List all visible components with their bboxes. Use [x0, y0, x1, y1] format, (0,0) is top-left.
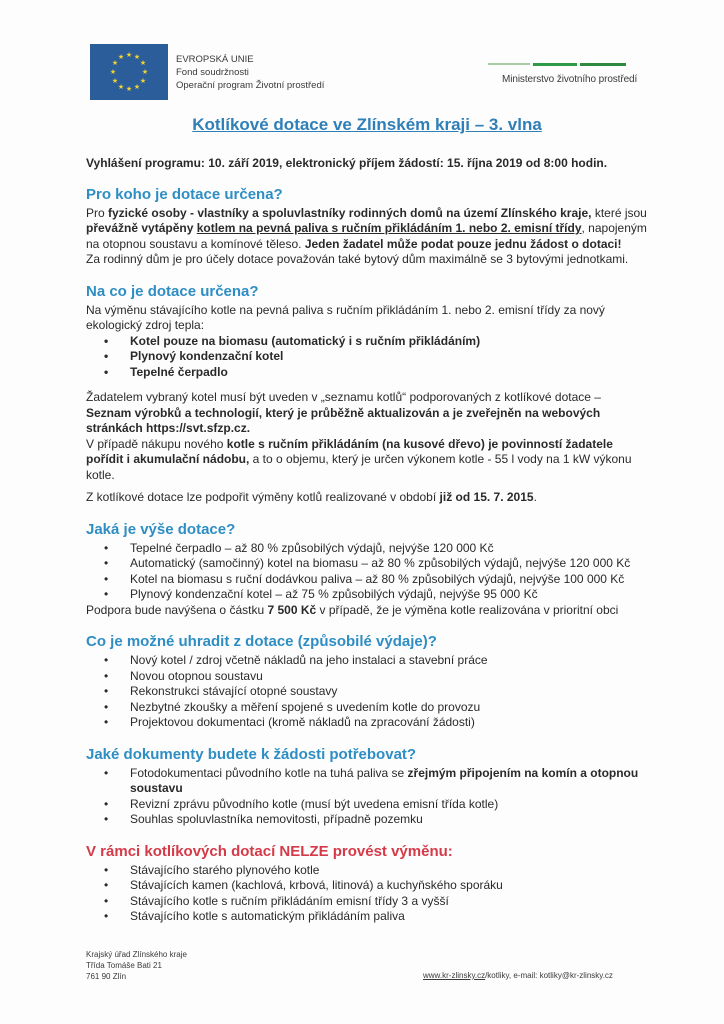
svg-text:★: ★	[111, 59, 119, 67]
website-link[interactable]: www.kr-zlinsky.cz	[423, 971, 486, 980]
list-item: • Stávajícího kotle s automatickým přikládáním paliva	[130, 909, 648, 925]
section-heading-eligible: Co je možné uhradit z dotace (způsobilé výdaje)?	[86, 633, 437, 650]
svg-text:★: ★	[133, 83, 141, 91]
program-announcement: Vyhlášení programu: 10. září 2019, elektronický příjem žádostí: 15. října 2019 od 8:00 hodin.	[86, 156, 608, 170]
who-note: Za rodinný dům je pro účely dotace považován také bytový dům maximálně se 3 bytovými jednotkami.	[86, 252, 629, 266]
list-item: • Plynový kondenzační kotel	[130, 349, 648, 365]
ministry-logo	[488, 62, 637, 85]
list-item: • Souhlas spoluvlastníka nemovitosti, případně pozemku	[130, 812, 648, 828]
ministry-logo-bars-icon	[488, 62, 637, 66]
list-item: • Novou otopnou soustavu	[130, 669, 648, 685]
address-line: Třída Tomáše Bati 21	[86, 961, 162, 970]
svg-text:★: ★	[133, 53, 141, 61]
list-item: • Stávajících kamen (kachlová, krbová, litinová) a kuchyňského sporáku	[130, 878, 648, 894]
bonus-paragraph: Podpora bude navýšena o částku 7 500 Kč v případě, že je výměna kotle realizována v prioritní obci	[86, 602, 619, 617]
document-title: Kotlíkové dotace ve Zlínském kraji – 3. vlna	[192, 115, 542, 134]
svg-text:★: ★	[117, 53, 125, 61]
eu-program-label	[176, 53, 324, 92]
list-item: • Nový kotel / zdroj včetně nákladů na jeho instalaci a stavební práce	[130, 653, 648, 669]
svg-text:★: ★	[111, 77, 119, 85]
list-item: • Revizní zprávu původního kotle (musí být uvedena emisní třída kotle)	[130, 797, 648, 813]
svg-text:★: ★	[125, 85, 133, 93]
list-item: • Kotel na biomasu s ruční dodávkou paliva – až 80 % způsobilých výdajů, nejvýše 100 000 Kč	[130, 572, 648, 588]
list-item: • Plynový kondenzační kotel – až 75 % způsobilých výdajů, nejvýše 95 000 Kč	[130, 587, 648, 603]
section-not-allowed	[86, 842, 648, 925]
list-item: • Rekonstrukci stávající otopné soustavy	[130, 684, 648, 700]
list-item: • Projektovou dokumentaci (kromě nákladů na zpracování žádosti)	[130, 715, 648, 731]
ministry-name: Ministerstvo životního prostředí	[502, 74, 638, 85]
what-intro: Na výměnu stávajícího kotle na pevná paliva s ručním přikládáním 1. nebo 2. emisní třídy za nový ekologický zdroj tepla:	[86, 302, 605, 332]
address-line: 761 90 Zlín	[86, 972, 127, 981]
list-item: • Stávajícího kotle s ručním přikládáním emisní třídy 3 a vyšší	[130, 894, 648, 910]
subsidy-amount-list	[86, 541, 648, 603]
contact-text: /kotliky, e-mail: kotliky@kr-zlinsky.cz	[485, 971, 613, 980]
address-line: Krajský úřad Zlínského kraje	[86, 950, 187, 959]
eu-label-line1: EVROPSKÁ UNIE	[176, 54, 254, 65]
list-item: • Automatický (samočinný) kotel na biomasu – až 80 % způsobilých výdajů, nejvýše 120 000 Kč	[130, 556, 648, 572]
section-amount	[86, 520, 648, 619]
svg-text:★: ★	[109, 68, 117, 76]
section-who	[86, 185, 648, 268]
eu-label-line3: Operační program Životní prostředí	[176, 80, 325, 91]
boiler-list-paragraph: Žadatelem vybraný kotel musí být uveden v „seznamu kotlů“ podporovaných z kotlíkové dotace – Seznam výrobků a technologií, který je průběžně aktualizován a je zveřejněn na webových stránkách https://svt.sfzp.cz.	[86, 390, 601, 435]
list-item: • Kotel pouze na biomasu (automatický i s ručním přikládáním)	[130, 334, 648, 350]
section-heading-amount: Jaká je výše dotace?	[86, 520, 236, 538]
list-item: • Stávajícího starého plynového kotle	[130, 863, 648, 879]
svg-text:★: ★	[125, 51, 133, 59]
eligible-costs-list	[86, 653, 648, 731]
eu-label-line2: Fond soudržnosti	[176, 67, 249, 78]
heat-source-list	[86, 334, 648, 381]
eu-flag-icon	[90, 44, 168, 100]
section-heading-not-allowed: V rámci kotlíkových dotací NELZE provést výměnu:	[86, 842, 453, 860]
list-item: • Tepelné čerpadlo	[130, 365, 648, 381]
list-item: • Tepelné čerpadlo – až 80 % způsobilých výdajů, nejvýše 120 000 Kč	[130, 541, 648, 557]
section-heading-documents: Jaké dokumenty budete k žádosti potřebovat?	[86, 745, 417, 763]
footer-contact	[423, 971, 613, 980]
document-body	[86, 114, 648, 939]
svg-text:★: ★	[141, 68, 149, 76]
footer-address	[86, 949, 187, 982]
section-what	[86, 282, 648, 506]
list-item: • Nezbytné zkoušky a měření spojené s uvedením kotle do provozu	[130, 700, 648, 716]
svg-text:★: ★	[139, 77, 147, 85]
section-documents	[86, 745, 648, 828]
section-eligible-costs	[86, 632, 648, 731]
svg-text:★: ★	[117, 83, 125, 91]
list-item: • Fotodokumentaci původního kotle na tuhá paliva se zřejmým připojením na komín a otopnou soustavu	[130, 766, 648, 797]
svg-text:★: ★	[139, 59, 147, 67]
since-date-paragraph: Z kotlíkové dotace lze podpořit výměny kotlů realizované v období již od 15. 7. 2015.	[86, 490, 537, 504]
required-documents-list	[86, 766, 648, 828]
section-heading-who: Pro koho je dotace určena?	[86, 185, 283, 203]
not-allowed-list	[86, 863, 648, 925]
section-heading-what: Na co je dotace určena?	[86, 282, 259, 300]
manual-boiler-paragraph: V případě nákupu nového kotle s ručním přikládáním (na kusové dřevo) je povinností žadatele pořídit i akumulační nádobu, a to o objemu, který je určen výkonem kotle - 55 l vody na 1 kW výkonu kotle.	[86, 436, 632, 482]
page-header	[0, 0, 724, 110]
who-paragraph: Pro fyzické osoby - vlastníky a spoluvlastníky rodinných domů na území Zlínského kraje, které jsou převážně vytápěny kotlem na pevná paliva s ručním přikládáním 1. nebo 2. emisní třídy, napojeným na otopnou soustavu a komínové těleso. Jeden žadatel může podat pouze jednu žádost o dotaci!	[86, 205, 647, 251]
